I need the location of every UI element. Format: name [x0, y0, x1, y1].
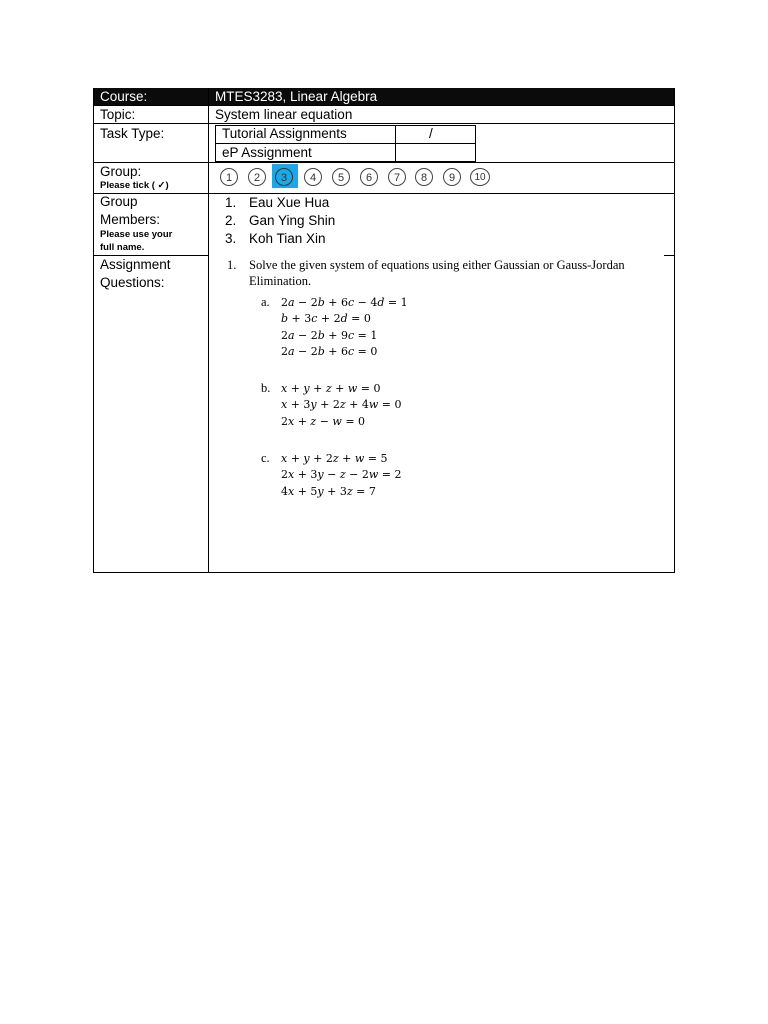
questions-label-line2: Questions:	[100, 275, 165, 290]
equation: 𝑥 + 𝑦 + 2𝑧 + 𝑤 = 5	[281, 452, 388, 466]
questions-label-line1: Assignment	[100, 257, 171, 272]
group-option-2[interactable]: 2	[248, 168, 266, 186]
group-option-5[interactable]: 5	[332, 168, 350, 186]
question-1	[227, 258, 667, 289]
equation: 2𝑥 + 3𝑦 − 𝑧 − 2𝑤 = 2	[281, 468, 402, 482]
question-part-b	[261, 381, 667, 430]
member-item: 2. Gan Ying Shin	[225, 213, 336, 228]
row-divider	[93, 193, 675, 194]
question-block	[227, 258, 667, 500]
equation: 2𝑎 − 2𝑏 + 9𝑐 = 1	[281, 328, 378, 342]
topic-label: Topic:	[100, 107, 136, 122]
topic-value: System linear equation	[215, 107, 353, 122]
question-part-c	[261, 451, 667, 500]
group-label: Group:	[100, 164, 142, 179]
table-right-border	[674, 88, 675, 573]
members-label-line1: Group	[100, 194, 138, 209]
members-note-line2: full name.	[100, 242, 145, 253]
equation: 2𝑎 − 2𝑏 + 6𝑐 − 4𝑑 = 1	[281, 296, 408, 309]
group-option-6[interactable]: 6	[360, 168, 378, 186]
group-option-4[interactable]: 4	[304, 168, 322, 186]
table-left-border	[93, 88, 94, 573]
table-bottom-border	[93, 572, 675, 573]
member-name: Gan Ying Shin	[249, 213, 336, 228]
course-header-row	[93, 88, 675, 105]
members-label-line2: Members:	[100, 212, 161, 227]
question-text-line2: Elimination.	[249, 273, 312, 288]
assignment-cover-table	[93, 88, 675, 573]
task-type-ep: eP Assignment	[222, 145, 312, 160]
group-option-10[interactable]: 10	[470, 168, 490, 186]
question-number: 1.	[227, 258, 237, 272]
course-label: Course:	[100, 89, 148, 104]
members-list	[225, 194, 335, 248]
part-label: a.	[261, 295, 270, 309]
equation: 𝑏 + 3𝑐 + 2𝑑 = 0	[281, 312, 371, 326]
equation: 2𝑎 − 2𝑏 + 6𝑐 = 0	[281, 344, 378, 358]
member-name: Eau Xue Hua	[249, 195, 330, 210]
member-item: 3. Koh Tian Xin	[225, 231, 326, 246]
group-option-7[interactable]: 7	[388, 168, 406, 186]
course-value: MTES3283, Linear Algebra	[215, 89, 378, 104]
row-divider	[93, 105, 675, 106]
group-note: Please tick ( ✓)	[100, 180, 169, 191]
part-label: b.	[261, 381, 271, 396]
equation: 𝑥 + 3𝑦 + 2𝑧 + 4𝑤 = 0	[281, 398, 402, 412]
row-divider	[93, 123, 675, 124]
group-option-8[interactable]: 8	[415, 168, 433, 186]
equation: 2𝑥 + 𝑧 − 𝑤 = 0	[281, 414, 366, 428]
task-type-table	[215, 125, 476, 162]
group-option-3[interactable]: 3	[275, 168, 293, 186]
row-divider	[93, 162, 675, 163]
column-divider	[208, 88, 209, 573]
question-text-line1: Solve the given system of equations using either Gaussian or Gauss-Jordan	[249, 258, 625, 272]
equation: 𝑥 + 𝑦 + 𝑧 + 𝑤 = 0	[281, 382, 381, 396]
part-label: c.	[261, 451, 270, 466]
task-type-label: Task Type:	[100, 126, 165, 141]
group-option-9[interactable]: 9	[443, 168, 461, 186]
task-type-tutorial-mark: /	[429, 126, 433, 141]
group-option-1[interactable]: 1	[220, 168, 238, 186]
member-name: Koh Tian Xin	[249, 231, 326, 246]
equation: 4𝑥 + 5𝑦 + 3𝑧 = 7	[281, 484, 376, 498]
member-item: 1. Eau Xue Hua	[225, 195, 330, 210]
members-note-line1: Please use your	[100, 229, 173, 240]
question-part-a	[261, 295, 667, 360]
task-type-tutorial: Tutorial Assignments	[222, 126, 347, 141]
